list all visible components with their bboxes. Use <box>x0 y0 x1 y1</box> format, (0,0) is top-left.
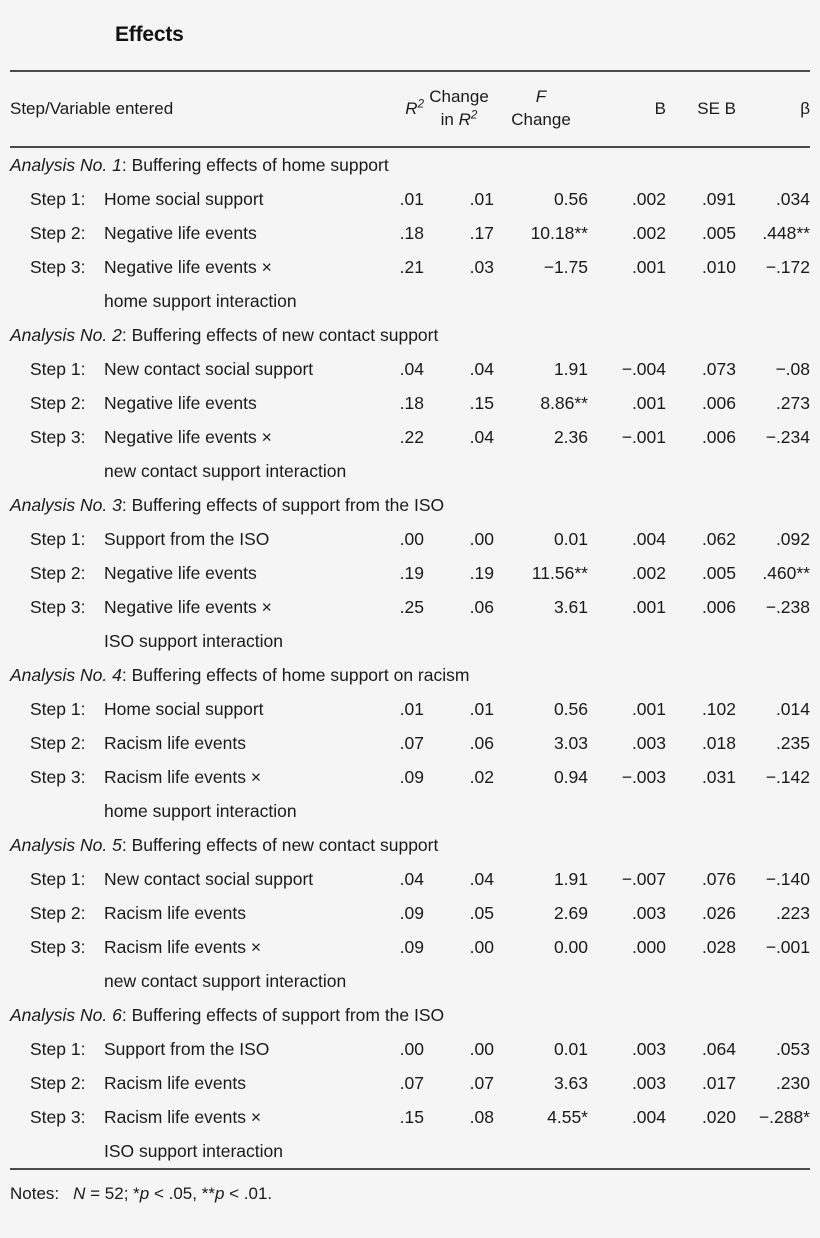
cell-beta: −.172 <box>765 256 810 277</box>
cell-se-b: .005 <box>701 222 736 243</box>
table-row <box>10 522 810 556</box>
cell-r-squared: .00 <box>399 528 424 549</box>
table-row <box>10 862 810 896</box>
step-variable-name: Negative life events <box>104 392 257 413</box>
notes-body <box>73 1184 272 1204</box>
header-f-letter: F <box>535 87 547 107</box>
cell-r-squared: .09 <box>399 902 424 923</box>
analysis-group-name: Analysis No. 2 <box>10 324 122 345</box>
cell-change-r-squared: .06 <box>469 596 494 617</box>
row-label-cell <box>10 189 366 210</box>
cell-r-squared: .09 <box>399 936 424 957</box>
cell-change-r-squared: .00 <box>469 1038 494 1059</box>
row-label-cell <box>10 597 366 618</box>
row-label-cell <box>10 393 366 414</box>
cell-f-change: 0.56 <box>553 698 588 719</box>
cell-r-squared: .21 <box>399 256 424 277</box>
cell-r-squared: .04 <box>399 358 424 379</box>
header-r-squared <box>366 99 424 119</box>
table-row <box>10 216 810 250</box>
cell-se-b: .026 <box>701 902 736 923</box>
cell-b: .004 <box>631 528 666 549</box>
analysis-group-name: Analysis No. 6 <box>10 1004 122 1025</box>
header-change-in-prefix: in <box>440 110 459 129</box>
cell-f-change: 2.36 <box>553 426 588 447</box>
step-tag: Step 3: <box>30 1106 86 1127</box>
step-tag: Step 3: <box>30 256 86 277</box>
cell-beta: .034 <box>775 188 810 209</box>
row-label-cell <box>10 223 366 244</box>
step-tag: Step 3: <box>30 936 86 957</box>
step-variable-name: Negative life events × <box>104 426 272 447</box>
continuation-label: new contact support interaction <box>104 970 347 991</box>
step-variable-name: Negative life events <box>104 562 257 583</box>
cell-beta: −.08 <box>775 358 810 379</box>
table-row <box>10 1066 810 1100</box>
step-variable-name: New contact social support <box>104 868 314 889</box>
step-tag: Step 3: <box>30 426 86 447</box>
cell-f-change: 4.55* <box>547 1106 588 1127</box>
cell-change-r-squared: .00 <box>469 528 494 549</box>
cell-r-squared: .01 <box>399 188 424 209</box>
cell-beta: −.234 <box>765 426 810 447</box>
continuation-label: home support interaction <box>104 290 297 311</box>
step-variable-name: Negative life events <box>104 222 257 243</box>
header-step-variable: Step/Variable entered <box>10 99 174 118</box>
cell-b: .001 <box>631 596 666 617</box>
step-tag: Step 2: <box>30 562 86 583</box>
cell-change-r-squared: .15 <box>469 392 494 413</box>
cell-f-change: 0.00 <box>553 936 588 957</box>
row-label-cell <box>10 563 366 584</box>
step-variable-name: Home social support <box>104 698 264 719</box>
cell-b: −.007 <box>621 868 666 889</box>
table-row-continuation <box>10 284 810 318</box>
row-label-cell <box>10 869 366 890</box>
table-row <box>10 352 810 386</box>
table-row-continuation <box>10 1134 810 1168</box>
cell-f-change: 3.63 <box>553 1072 588 1093</box>
cell-b: .001 <box>631 698 666 719</box>
cell-b: .003 <box>631 732 666 753</box>
table-row <box>10 182 810 216</box>
cell-b: −.003 <box>621 766 666 787</box>
step-variable-name: Racism life events <box>104 1072 246 1093</box>
table-row <box>10 726 810 760</box>
analysis-group-description: : Buffering effects of new contact support <box>121 324 439 345</box>
cell-se-b: .005 <box>701 562 736 583</box>
step-tag: Step 1: <box>30 698 86 719</box>
step-tag: Step 2: <box>30 732 86 753</box>
continuation-label: home support interaction <box>104 800 297 821</box>
cell-f-change: 0.56 <box>553 188 588 209</box>
step-tag: Step 1: <box>30 868 86 889</box>
cell-f-change: 3.61 <box>553 596 588 617</box>
cell-se-b: .073 <box>701 358 736 379</box>
cell-r-squared: .00 <box>399 1038 424 1059</box>
cell-change-r-squared: .19 <box>469 562 494 583</box>
table-row-continuation <box>10 454 810 488</box>
cell-se-b: .102 <box>701 698 736 719</box>
analysis-group-name: Analysis No. 4 <box>10 664 122 685</box>
table-notes <box>10 1170 810 1214</box>
table-row-continuation <box>10 964 810 998</box>
cell-r-squared: .15 <box>399 1106 424 1127</box>
cell-se-b: .010 <box>701 256 736 277</box>
notes-p-symbol-2: p <box>214 1184 225 1203</box>
cell-f-change: −1.75 <box>543 256 588 277</box>
analysis-group-name: Analysis No. 3 <box>10 494 122 515</box>
table-row <box>10 896 810 930</box>
step-variable-name: Racism life events × <box>104 936 262 957</box>
cell-r-squared: .07 <box>399 1072 424 1093</box>
cell-b: .001 <box>631 256 666 277</box>
step-tag: Step 1: <box>30 1038 86 1059</box>
header-r-squared-exponent: 2 <box>417 98 424 111</box>
row-label-cell <box>10 1073 366 1094</box>
cell-b: .000 <box>631 936 666 957</box>
table-row <box>10 556 810 590</box>
header-r-squared-letter: R <box>405 99 418 118</box>
cell-se-b: .031 <box>701 766 736 787</box>
notes-n-symbol: N <box>73 1184 86 1203</box>
continuation-label: ISO support interaction <box>104 1140 283 1161</box>
cell-f-change: 1.91 <box>553 358 588 379</box>
analysis-group-description: : Buffering effects of home support on racism <box>121 664 470 685</box>
cell-r-squared: .01 <box>399 698 424 719</box>
step-tag: Step 3: <box>30 596 86 617</box>
cell-r-squared: .07 <box>399 732 424 753</box>
analysis-group-name: Analysis No. 1 <box>10 154 122 175</box>
row-label-cell <box>10 359 366 380</box>
cell-change-r-squared: .00 <box>469 936 494 957</box>
step-tag: Step 2: <box>30 392 86 413</box>
cell-beta: .223 <box>775 902 810 923</box>
table-row <box>10 1032 810 1066</box>
cell-change-r-squared: .08 <box>469 1106 494 1127</box>
row-label-cell <box>10 767 366 788</box>
cell-r-squared: .18 <box>399 222 424 243</box>
continuation-label: new contact support interaction <box>104 460 347 481</box>
cell-beta: .448** <box>762 222 810 243</box>
step-variable-name: Racism life events <box>104 732 246 753</box>
cell-beta: .230 <box>775 1072 810 1093</box>
cell-b: .001 <box>631 392 666 413</box>
cell-beta: −.140 <box>765 868 810 889</box>
table-row <box>10 386 810 420</box>
notes-p-tail-1: < .05, ** <box>149 1184 215 1203</box>
table-row-continuation <box>10 624 810 658</box>
notes-p-symbol-1: p <box>139 1184 150 1203</box>
cell-change-r-squared: .03 <box>469 256 494 277</box>
cell-b: .002 <box>631 562 666 583</box>
header-f-change-line2: Change <box>511 110 571 129</box>
cell-r-squared: .19 <box>399 562 424 583</box>
row-label-cell <box>10 699 366 720</box>
table-row <box>10 930 810 964</box>
cell-change-r-squared: .01 <box>469 188 494 209</box>
cell-beta: .092 <box>775 528 810 549</box>
header-f-change <box>494 86 598 132</box>
cell-r-squared: .22 <box>399 426 424 447</box>
cell-change-r-squared: .17 <box>469 222 494 243</box>
table-row <box>10 760 810 794</box>
cell-f-change: 0.01 <box>553 528 588 549</box>
step-variable-name: New contact social support <box>104 358 314 379</box>
analysis-group-header <box>10 658 810 692</box>
row-label-cell <box>10 733 366 754</box>
cell-b: .004 <box>631 1106 666 1127</box>
cell-beta: −.142 <box>765 766 810 787</box>
cell-beta: −.001 <box>765 936 810 957</box>
cell-se-b: .028 <box>701 936 736 957</box>
cell-se-b: .076 <box>701 868 736 889</box>
cell-se-b: .017 <box>701 1072 736 1093</box>
cell-change-r-squared: .02 <box>469 766 494 787</box>
cell-beta: −.288* <box>758 1106 810 1127</box>
cell-change-r-squared: .04 <box>469 358 494 379</box>
notes-p-tail-2: < .01. <box>224 1184 273 1203</box>
step-variable-name: Support from the ISO <box>104 1038 270 1059</box>
analysis-group-description: : Buffering effects of support from the ISO <box>121 494 445 515</box>
cell-change-r-squared: .07 <box>469 1072 494 1093</box>
header-se-b: SE B <box>697 99 736 118</box>
step-variable-name: Home social support <box>104 188 264 209</box>
cell-change-r-squared: .01 <box>469 698 494 719</box>
header-change-r-letter: R <box>458 110 471 129</box>
step-tag: Step 2: <box>30 902 86 923</box>
step-tag: Step 3: <box>30 766 86 787</box>
cell-se-b: .006 <box>701 392 736 413</box>
cell-f-change: 0.94 <box>553 766 588 787</box>
row-label-cell <box>10 427 366 448</box>
cell-beta: .235 <box>775 732 810 753</box>
header-change-in-r-squared <box>424 86 494 132</box>
notes-label: Notes: <box>10 1184 60 1203</box>
table-body <box>10 148 810 1168</box>
row-label-cell <box>10 529 366 550</box>
analysis-group-description: : Buffering effects of home support <box>121 154 389 175</box>
step-tag: Step 2: <box>30 1072 86 1093</box>
header-change-r-exponent: 2 <box>470 109 478 122</box>
analysis-group-header <box>10 318 810 352</box>
cell-b: .003 <box>631 1038 666 1059</box>
cell-se-b: .020 <box>701 1106 736 1127</box>
step-tag: Step 1: <box>30 358 86 379</box>
analysis-group-description: : Buffering effects of new contact support <box>121 834 439 855</box>
cell-r-squared: .18 <box>399 392 424 413</box>
cell-se-b: .062 <box>701 528 736 549</box>
step-variable-name: Racism life events <box>104 902 246 923</box>
analysis-group-header <box>10 488 810 522</box>
cell-r-squared: .04 <box>399 868 424 889</box>
table-row <box>10 1100 810 1134</box>
table-row <box>10 420 810 454</box>
cell-b: .002 <box>631 222 666 243</box>
cell-r-squared: .09 <box>399 766 424 787</box>
cell-f-change: 8.86** <box>540 392 588 413</box>
header-b: B <box>654 99 666 118</box>
row-label-cell <box>10 937 366 958</box>
analysis-group-header <box>10 828 810 862</box>
cell-f-change: 2.69 <box>553 902 588 923</box>
analysis-group-header <box>10 148 810 182</box>
row-label-cell <box>10 257 366 278</box>
cell-beta: .460** <box>762 562 810 583</box>
table-row <box>10 250 810 284</box>
cell-f-change: 11.56** <box>531 562 588 583</box>
cell-se-b: .018 <box>701 732 736 753</box>
continuation-label: ISO support interaction <box>104 630 283 651</box>
cell-se-b: .064 <box>701 1038 736 1059</box>
cell-se-b: .006 <box>701 426 736 447</box>
row-label-cell <box>10 903 366 924</box>
row-label-cell <box>10 1039 366 1060</box>
analysis-group-description: : Buffering effects of support from the ISO <box>121 1004 445 1025</box>
step-tag: Step 1: <box>30 188 86 209</box>
cell-change-r-squared: .04 <box>469 426 494 447</box>
cell-r-squared: .25 <box>399 596 424 617</box>
cell-beta: .273 <box>775 392 810 413</box>
analysis-group-header <box>10 998 810 1032</box>
header-change-line2 <box>424 109 494 132</box>
step-tag: Step 2: <box>30 222 86 243</box>
cell-se-b: .091 <box>701 188 736 209</box>
analysis-group-name: Analysis No. 5 <box>10 834 122 855</box>
header-change-line1: Change <box>429 87 489 107</box>
step-variable-name: Negative life events × <box>104 596 272 617</box>
step-tag: Step 1: <box>30 528 86 549</box>
cell-f-change: 3.03 <box>553 732 588 753</box>
row-label-cell <box>10 1107 366 1128</box>
cell-b: .003 <box>631 1072 666 1093</box>
notes-n-value: = 52; * <box>85 1184 140 1203</box>
table-row <box>10 692 810 726</box>
table-title-row <box>10 0 810 70</box>
cell-f-change: 1.91 <box>553 868 588 889</box>
cell-change-r-squared: .05 <box>469 902 494 923</box>
cell-b: −.004 <box>621 358 666 379</box>
cell-b: .003 <box>631 902 666 923</box>
step-variable-name: Racism life events × <box>104 766 262 787</box>
cell-beta: −.238 <box>765 596 810 617</box>
table-row-continuation <box>10 794 810 828</box>
cell-beta: .014 <box>775 698 810 719</box>
step-variable-name: Racism life events × <box>104 1106 262 1127</box>
cell-f-change: 0.01 <box>553 1038 588 1059</box>
step-variable-name: Support from the ISO <box>104 528 270 549</box>
step-variable-name: Negative life events × <box>104 256 272 277</box>
cell-beta: .053 <box>775 1038 810 1059</box>
cell-f-change: 10.18** <box>530 222 588 243</box>
cell-change-r-squared: .04 <box>469 868 494 889</box>
cell-se-b: .006 <box>701 596 736 617</box>
cell-b: −.001 <box>621 426 666 447</box>
header-beta: β <box>800 99 810 118</box>
cell-b: .002 <box>631 188 666 209</box>
cell-change-r-squared: .06 <box>469 732 494 753</box>
page-title: Effects <box>115 23 184 46</box>
table-row <box>10 590 810 624</box>
table-header-row <box>10 72 810 146</box>
